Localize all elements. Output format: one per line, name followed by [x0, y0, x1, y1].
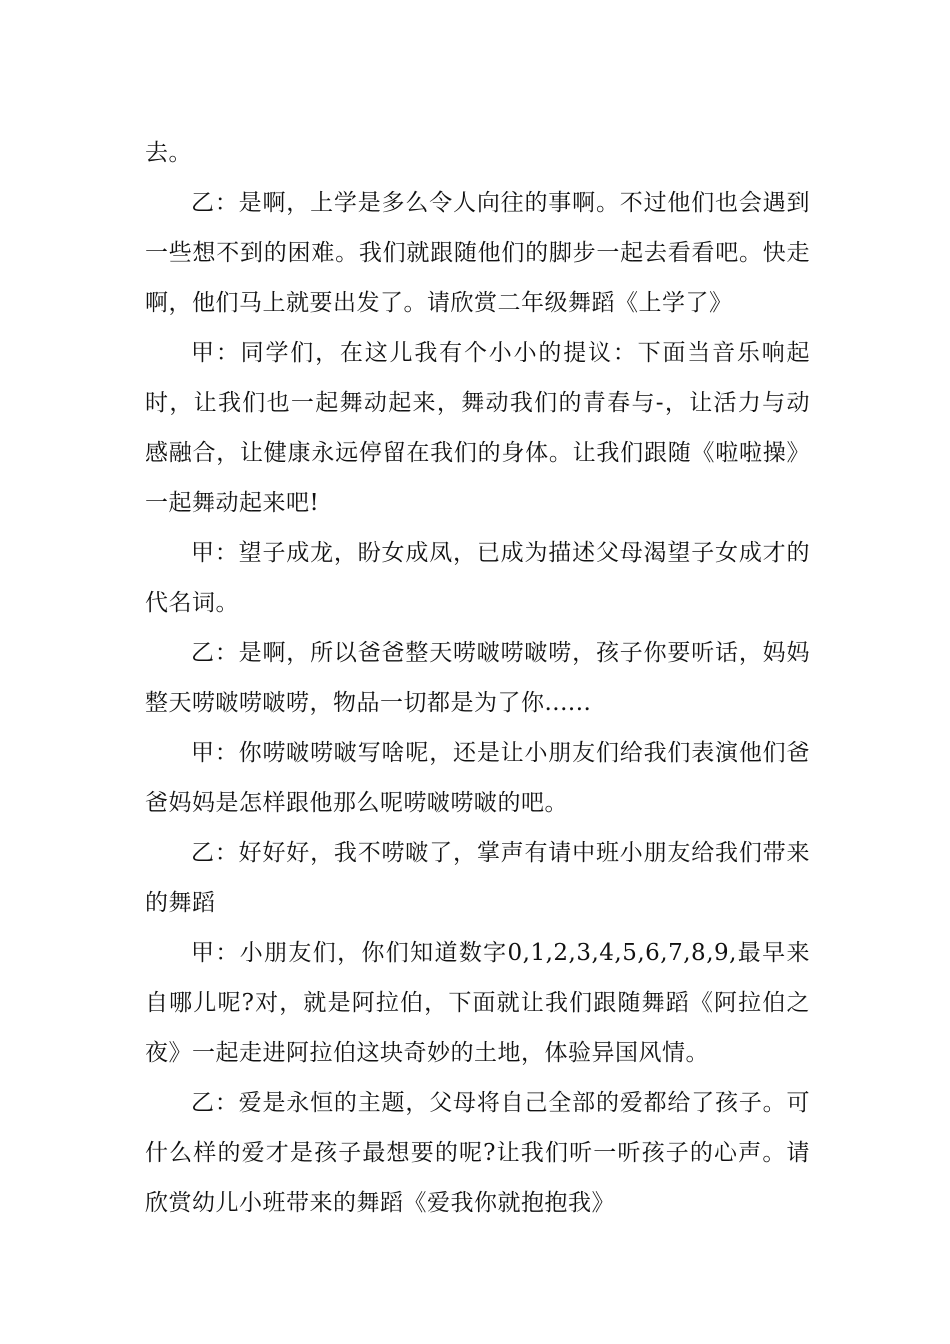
paragraph-jia-performance: 甲：你唠啵唠啵写啥呢，还是让小朋友们给我们表演他们爸爸妈妈是怎样跟他那么呢唠啵唠啵的吧。	[145, 740, 810, 816]
text-body	[145, 128, 810, 1228]
paragraph-jia-arabia: 甲：小朋友们，你们知道数字0,1,2,3,4,5,6,7,8,9,最早来自哪儿呢?对，就是阿拉伯，下面就让我们跟随舞蹈《阿拉伯之夜》一起走进阿拉伯这块奇妙的土地，体验异国风情。	[145, 940, 810, 1066]
paragraph-yi-school: 乙：是啊，上学是多么令人向往的事啊。不过他们也会遇到一些想不到的困难。我们就跟随他们的脚步一起去看看吧。快走啊，他们马上就要出发了。请欣赏二年级舞蹈《上学了》	[145, 190, 810, 316]
paragraph-yi-nagging: 乙：是啊，所以爸爸整天唠啵唠啵唠，孩子你要听话，妈妈整天唠啵唠啵唠，物品一切都是为了你......	[145, 640, 810, 716]
paragraph-continuation: 去。	[145, 140, 192, 166]
paragraph-yi-applause: 乙：好好好，我不唠啵了，掌声有请中班小朋友给我们带来的舞蹈	[145, 840, 810, 916]
paragraph-jia-cheer: 甲：同学们，在这儿我有个小小的提议：下面当音乐响起时，让我们也一起舞动起来，舞动我们的青春与-，让活力与动感融合，让健康永远停留在我们的身体。让我们跟随《啦啦操》一起舞动起来吧!	[145, 340, 810, 516]
paragraph-jia-parents: 甲：望子成龙，盼女成凤，已成为描述父母渴望子女成才的代名词。	[145, 540, 810, 616]
paragraph-yi-love: 乙：爱是永恒的主题，父母将自己全部的爱都给了孩子。可什么样的爱才是孩子最想要的呢?让我们听一听孩子的心声。请欣赏幼儿小班带来的舞蹈《爱我你就抱抱我》	[145, 1090, 810, 1216]
